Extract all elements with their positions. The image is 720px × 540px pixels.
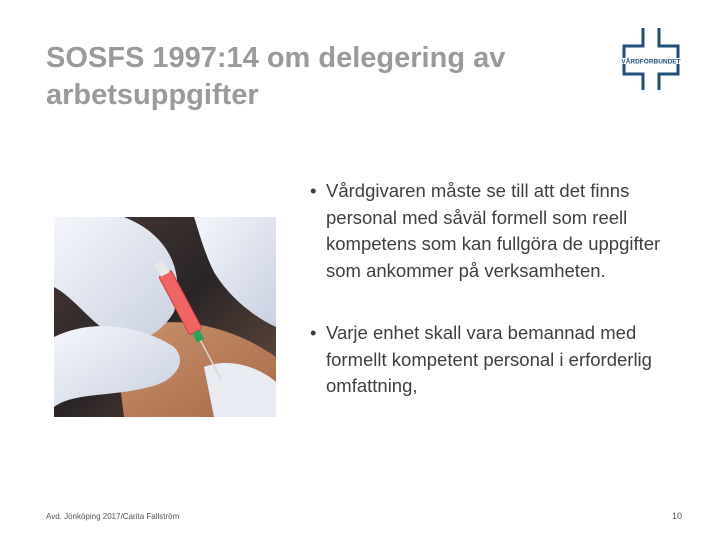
footer-text: Avd. Jönköping 2017/Carita Fallström — [46, 512, 180, 521]
vardforbundet-logo — [616, 26, 686, 92]
bullet-marker: • — [310, 322, 317, 343]
bullet-marker: • — [310, 180, 317, 201]
bullet-list — [310, 178, 680, 400]
cross-logo-icon — [616, 26, 686, 92]
slide-title: SOSFS 1997:14 om delegering av arbetsuppgifter — [46, 42, 506, 111]
page-number: 10 — [671, 511, 682, 521]
logo-text: VÅRDFÖRBUNDET — [621, 58, 681, 66]
bullet-item — [310, 178, 680, 284]
bullet-text: Varje enhet skall vara bemannad med formellt kompetent personal i erforderlig omfattning, — [326, 322, 652, 396]
injection-photo — [54, 217, 276, 417]
bullet-text: Vårdgivaren måste se till att det finns personal med såväl formell som reell kompetens som kan fullgöra de uppgifter som ankommer på verksamheten. — [326, 180, 661, 281]
bullet-item — [310, 320, 680, 400]
